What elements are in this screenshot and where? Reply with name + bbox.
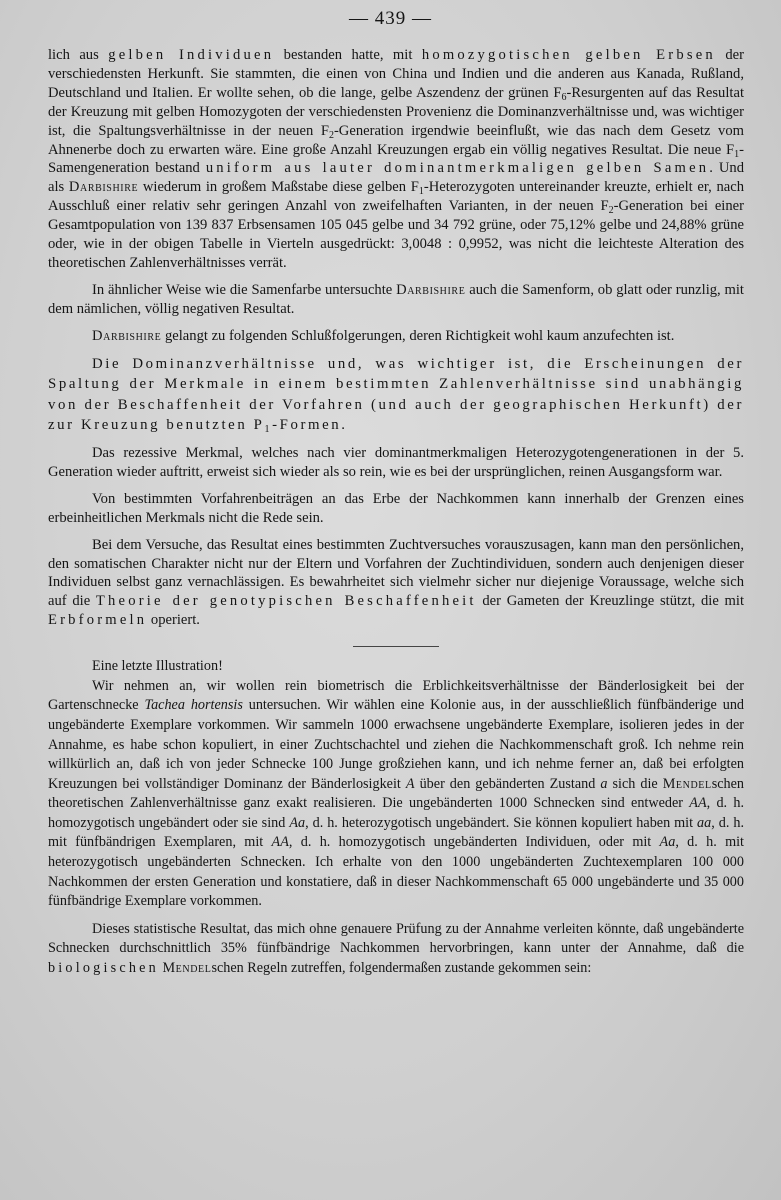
text-run: Aa [659, 834, 676, 851]
text-run: Bei dem Versuche, das Resultat eines bestimmten Zuchtversuches vorauszusagen, kann man den persönlichen, den somatischen Charakter nicht nur der Eltern und Vorfahren der Zuchtindividuen, sondern auch denjenigen dieser Individuen selbst ganz vernachlässigen. Es bewahrheitet sich vielmehr sicher nur diejenige Voraussage, welche sich auf die [48, 536, 744, 610]
text-run: lich aus [48, 47, 109, 63]
text-run: Darbishire [68, 179, 139, 196]
text-run: 2 [328, 129, 334, 141]
text-run: schen Regeln zutreffen, folgendermaßen zustande gekommen sein: [211, 960, 592, 977]
text-run: -Resurgenten auf das Resultat der Kreuzung mit gelben Homozygoten der verschiedensten Provenienz die Dominanzverhältnisse und, was wichtiger ist, die Spaltungsverhältnisse in der neuen F [48, 84, 744, 139]
text-run: Die Dominanzverhältnisse und, was wichtiger ist, die Erscheinungen der Spaltung der Merkmale in einem bestimmten Zahlenverhältnisse sind unabhängig von der Beschaffenheit der Vorfahren (und auch der geographischen Herkunft) der zur Kreuzung benutzten P [48, 355, 744, 434]
text-run: der Gameten der Kreuzlinge stützt, die mit [476, 593, 745, 610]
text-run: -Generation irgendwie beeinflußt, wie das nach dem Gesetz vom Ahnenerbe doch zu erwarten wäre. Eine große Anzahl Kreuzungen ergab ein völlig negatives Resultat. Die neue F [48, 122, 744, 158]
text-run: -Generation bei einer Gesamtpopulation von 139 837 Erbsensamen 105 045 gelbe und 34 792 grüne, oder 75,12% gelbe und 24,88% grüne oder, wie in der obigen Tabelle in Vierteln ausgedrückt: 3,0048 : 0,9952, was nicht die leichteste Alteration des theoretischen Zahlenverhältnisses verrät. [48, 198, 744, 271]
text-run: schen theoretischen Zahlenverhältnisse ganz exakt realisieren. Die ungebänderten 1000 Schnecken sind entweder [48, 775, 744, 812]
text-run: Von bestimmten Vorfahrenbeiträgen an das Erbe der Nachkommen kann innerhalb der Grenzen eines erbeinheitlichen Merkmals nicht die Rede sein. [48, 490, 744, 526]
text-run: uniform aus lauter dominantmerkmaligen gelben Samen [205, 160, 710, 177]
text-run: gelben Individuen [108, 47, 275, 63]
paragraph-p4 [48, 354, 744, 436]
text-run: Mendel [162, 960, 212, 977]
text-run: aa [697, 814, 712, 831]
text-run: -Formen. [272, 417, 348, 434]
text-run: über den gebänderten Zustand [414, 775, 601, 792]
text-run: Theorie der genotypischen Beschaffenheit [95, 593, 477, 610]
text-run: bestanden hatte, mit [274, 47, 422, 63]
text-run: Tachea hortensis [144, 697, 243, 714]
text-run: 2 [608, 205, 614, 217]
text-run: Erbformeln [48, 612, 148, 629]
text-run: 6 [561, 91, 567, 103]
paragraph-p8 [48, 657, 744, 677]
text-run: Wir nehmen an, wir wollen rein biometrisch die Erblichkeitsverhältnisse der Bänderlosigkeit bei der Gartenschnecke [48, 677, 744, 714]
text-run: biologischen [48, 960, 159, 977]
paragraph-p1 [48, 46, 744, 273]
paragraph-p7 [48, 536, 744, 631]
text-run: , d. h. mit heterozygotisch ungebänderten Schnecken. Ich erhalte von den 1000 ungebänderten Zuchtexemplaren 100 000 Nachkommen der ersten Generation und konstatiere, daß in dieser Nachkommenschaft 65 000 ungebänderte und 35 000 fünfbändrige Exemplare vorkommen. [48, 834, 744, 910]
text-run: AA [271, 834, 289, 851]
text-run: operiert. [147, 612, 200, 629]
text-run: , d. h. homozygotisch ungebänderten Individuen, oder mit [288, 834, 660, 851]
text-run: 1 [264, 424, 273, 436]
text-run: Aa [289, 814, 306, 831]
text-run: wiederum in großem Maßstabe diese gelben F [138, 179, 419, 196]
text-run: -Samengeneration bestand [48, 141, 744, 177]
text-run: , d. h. homozygotisch ungebändert oder sie sind [48, 795, 744, 831]
section-divider [353, 646, 439, 647]
text-run: Darbishire [396, 281, 466, 298]
text-run: untersuchen. Wir wählen eine Kolonie aus, in der ausschließlich fünfbänderige und ungebänderte Exemplare vorkommen. Wir sammeln 1000 erwachsene ungebänderte Exemplare, isolieren jedes in der Annahme, es habe schon kopuliert, in einer Zuchtschachtel und ziehen die Nachkommenschaft groß. Ich nehme rein willkürlich an, daß ich von jeder Schnecke 100 Junge großziehen kann, und ich nehme ferner an, daß bei erfolgten Kreuzungen bei vollständiger Dominanz der Bänderlosigkeit [48, 697, 745, 792]
text-run: Mendel [662, 775, 712, 792]
text-run: A [405, 775, 415, 792]
text-run: homozygotischen gelben Erbsen [421, 47, 716, 63]
text-run: -Heterozygoten untereinander kreuzte, erhielt er, nach Ausschluß einer relativ sehr geringen Anzahl von zweifelhaften Varianten, in der neuen F [48, 179, 744, 215]
paragraph-p9 [48, 677, 744, 912]
text-run: In ähnlicher Weise wie die Samenfarbe untersuchte [92, 281, 397, 298]
text-run: , d. h. mit fünfbändrigen Exemplaren, mit [48, 814, 745, 851]
paragraph-p5 [48, 444, 744, 482]
page-number: — 439 — [349, 8, 432, 29]
text-run: Dieses statistische Resultat, das mich ohne genauere Prüfung zu der Annahme verleiten könnte, daß ungebänderte Schnecken durchschnittlich 35% fünfbändrige Nachkommen hervorbringen, kann unter der Annahme, daß die [48, 920, 744, 957]
text-run: 1 [418, 186, 424, 198]
text-run: , d. h. heterozygotisch ungebändert. Sie können kopuliert haben mit [305, 814, 698, 831]
text-run: der verschiedensten Herkunft. Sie stammten, die einen von China und Indien und die anderen aus Kanada, Rußland, Deutschland und Italien. Er wollte sehen, ob die lange, gelbe Aszendenz der grünen F [48, 47, 744, 101]
text-run: gelangt zu folgenden Schlußfolgerungen, deren Richtigkeit wohl kaum anzufechten ist. [161, 327, 675, 344]
text-run: Eine letzte Illustration! [92, 658, 223, 675]
text-run: auch die Samenform, ob glatt oder runzlig, mit dem nämlichen, völlig negativen Resultat. [48, 281, 744, 317]
text-run: Das rezessive Merkmal, welches nach vier dominantmerkmaligen Heterozygotengenerationen in der 5. Generation wieder auftritt, erweist sich wieder als so rein, wie es bei der ursprünglichen, reinen Ausgangsform war. [48, 444, 744, 480]
paragraph-p3 [48, 327, 744, 346]
text-run: 1 [734, 148, 740, 160]
text-run: sich die [607, 775, 663, 792]
text-run: Darbishire [92, 327, 162, 344]
text-run: AA [689, 795, 707, 812]
text-run: a [600, 775, 608, 792]
page-body-text [48, 46, 744, 979]
paragraph-p6 [48, 490, 744, 528]
paragraph-p2 [48, 281, 744, 319]
paragraph-p10 [48, 920, 744, 979]
text-run: . Und als [48, 160, 744, 196]
